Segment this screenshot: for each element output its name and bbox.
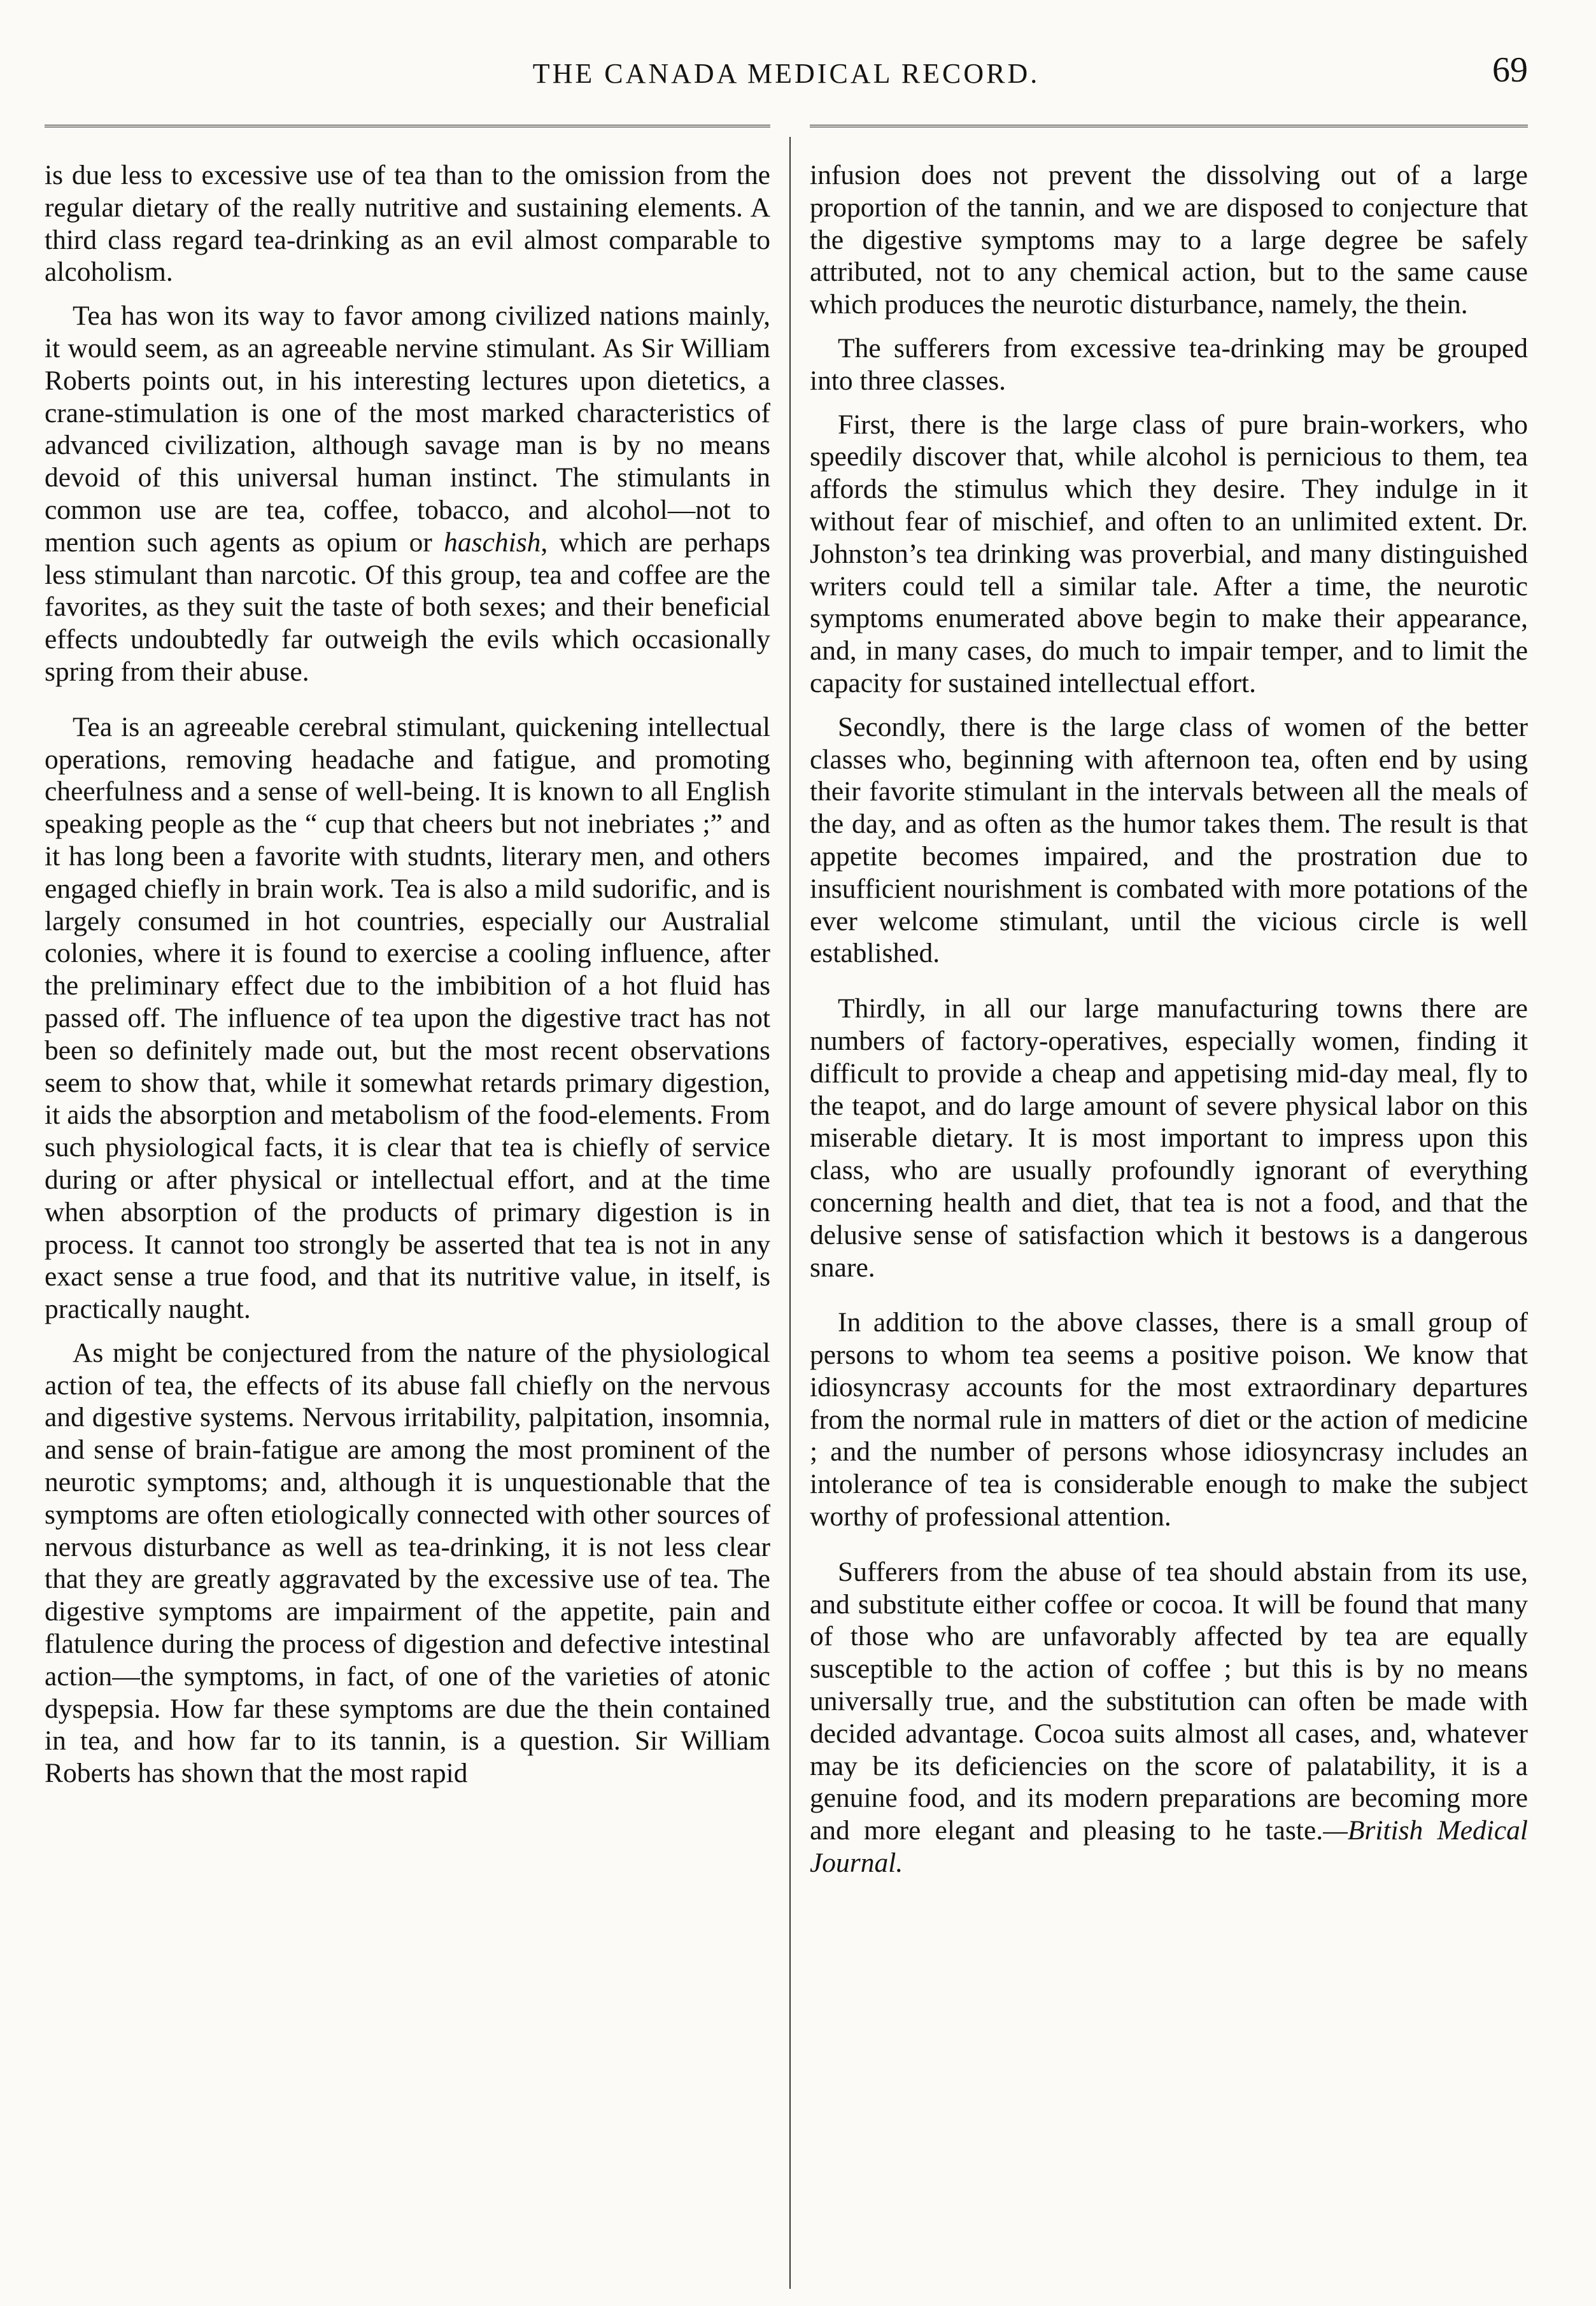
- header-rule-left: [45, 125, 770, 127]
- page-header: [45, 45, 1528, 108]
- paragraph: As might be conjectured from the nature of the physiological action of tea, the effects of its abuse fall chiefly on the nervous and digestive systems. Nervous irritability, palpitation, insomnia, and sense of brain-fatigue are among the most prominent of the neurotic symptoms; and, although it is unquestionable that the symptoms are often etiologically connected with other sources of nervous disturbance as well as tea-drinking, it is not less clear that they are greatly aggravated by the excessive use of tea. The digestive symptoms are impairment of the appetite, pain and flatulence during the process of digestion and defective intestinal action—the symptoms, in fact, of one of the varieties of atonic dyspepsia. How far these symptoms are due the thein contained in tea, and how far to its tannin, is a question. Sir William Roberts has shown that the most rapid: [45, 1337, 770, 1789]
- source-citation: —British Medical Journal.: [810, 1815, 1528, 1879]
- paragraph: [810, 1556, 1528, 1879]
- running-title: THE CANADA MEDICAL RECORD.: [532, 58, 1040, 89]
- paragraph-text: Tea has won its way to favor among civilized nations mainly, it would seem, as an agreeable nervine stimulant. As Sir William Roberts points out, in his interesting lectures upon dietetics, a crane-stimulation is one of the most marked characteristics of advanced civilization, although savage man is by no means devoid of this universal human instinct. The stimulants in common use are tea, coffee, tobacco, and alcohol—not to mention such agents as opium or: [45, 301, 770, 558]
- paragraph: Tea is an agreeable cerebral stimulant, quickening intellectual operations, removing headache and fatigue, and promoting cheerfulness and a sense of well-being. It is known to all English speaking people as the “ cup that cheers but not inebriates ;” and it has long been a favorite with studnts, literary men, and others engaged chiefly in brain work. Tea is also a mild sudorific, and is largely consumed in hot countries, especially our Australial colonies, where it is found to exercise a cooling influence, after the preliminary effect due to the imbibition of a hot fluid has passed off. The influence of tea upon the digestive tract has not been so definitely made out, but the most recent observations seem to show that, while it somewhat retards primary digestion, it aids the absorption and metabolism of the food-elements. From such physiological facts, it is clear that tea is chiefly of service during or after physical or intellectual effort, and at the time when absorption of the products of primary digestion is in process. It cannot too strongly be asserted that tea is not in any exact sense a true food, and that its nutritive value, in itself, is practically naught.: [45, 711, 770, 1325]
- right-column: [810, 159, 1528, 2273]
- paragraph: [45, 300, 770, 688]
- paragraph: The sufferers from excessive tea-drinking may be grouped into three classes.: [810, 332, 1528, 396]
- paragraph-text: , which are perhaps less stimulant than narcotic. Of this group, tea and coffee are the favorites, as they suit the taste of both sexes; and their beneficial effects undoubtedly far outweigh the evils which occasionally spring from their abuse.: [45, 527, 770, 687]
- column-divider: [789, 137, 791, 2289]
- italic-term: haschish: [444, 527, 541, 558]
- left-column: [45, 159, 770, 2273]
- paragraph-text: Sufferers from the abuse of tea should abstain from its use, and substitute either coffee or cocoa. It will be found that many of those who are unfavorably affected by tea are equally susceptible to the action of coffee ; but this is by no means universally true, and the substitution can often be made with decided advantage. Cocoa suits almost all cases, and, whatever may be its deficiencies on the score of palatability, it is a genuine food, and its modern preparations are becoming more and more elegant and pleasing to he taste.: [810, 1556, 1528, 1846]
- page-number: 69: [1492, 50, 1528, 90]
- paragraph: In addition to the above classes, there is a small group of persons to whom tea seems a positive poison. We know that idiosyncrasy accounts for the most extraordinary departures from the normal rule in matters of diet or the action of medicine ; and the number of persons whose idiosyncrasy includes an intolerance of tea is considerable enough to make the subject worthy of professional attention.: [810, 1307, 1528, 1532]
- paragraph: Secondly, there is the large class of women of the better classes who, beginning with afternoon tea, often end by using their favorite stimulant in the intervals between all the meals of the day, and as often as the humor takes them. The result is that appetite becomes impaired, and the prostration due to insufficient nourishment is combated with more potations of the ever welcome stimulant, until the vicious circle is well established.: [810, 711, 1528, 969]
- header-rule-right: [810, 125, 1528, 127]
- paragraph: is due less to excessive use of tea than to the omission from the regular dietary of the really nutritive and sustaining elements. A third class regard tea-drinking as an evil almost comparable to alcoholism.: [45, 160, 770, 288]
- paragraph: infusion does not prevent the dissolving out of a large proportion of the tannin, and we are disposed to conjecture that the digestive symptoms may to a large degree be safely attributed, not to any chemical action, but to the same cause which produces the neurotic disturbance, namely, the thein.: [810, 160, 1528, 320]
- paragraph: First, there is the large class of pure brain-workers, who speedily discover that, while alcohol is pernicious to them, tea affords the stimulus which they desire. They indulge in it without fear of mischief, and often to an unlimited extent. Dr. Johnston’s tea drinking was proverbial, and many distinguished writers could tell a similar tale. After a time, the neurotic symptoms enumerated above begin to make their appearance, and, in many cases, do much to impair temper, and to limit the capacity for sustained intellectual effort.: [810, 409, 1528, 698]
- paragraph: Thirdly, in all our large manufacturing towns there are numbers of factory-operatives, especially women, finding it difficult to provide a cheap and appetising mid-day meal, fly to the teapot, and do large amount of severe physical labor on this miserable dietary. It is most important to impress upon this class, who are usually profoundly ignorant of everything concerning health and diet, that tea is not a food, and that the delusive sense of satisfaction which it bestows is a dangerous snare.: [810, 993, 1528, 1283]
